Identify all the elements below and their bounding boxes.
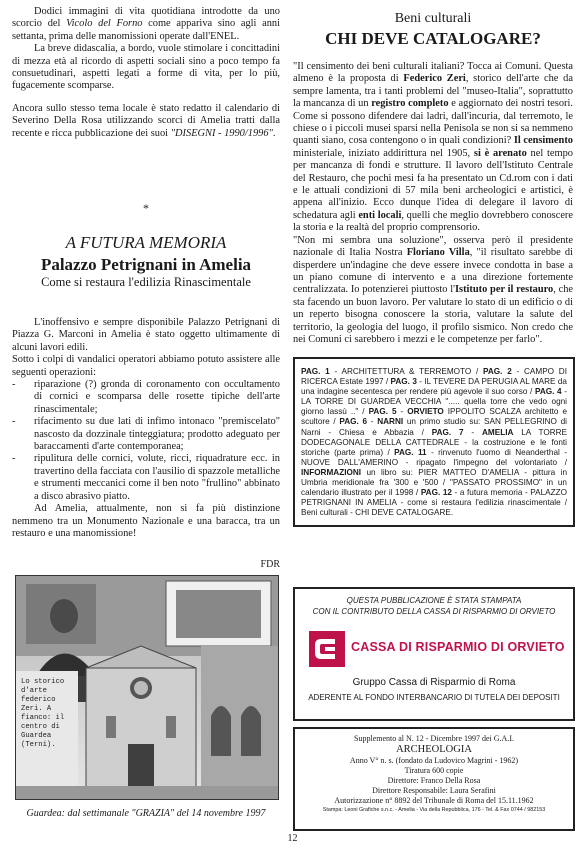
signature: FDR (260, 559, 280, 570)
page-number: 12 (287, 833, 298, 844)
intro-paragraph-2: La breve didascalia, a bordo, vuole stimolare i concittadini di mezza età al ricordo di aspetti sociali sino a poco tempo fa consuetudinari, aspetti legati a forme di vita, per lo più, fugacemente scomparse. (12, 43, 280, 92)
list-item: - ripulitura delle cornici, volute, ricci, riquadrature ecc. in travertino della facciata con l'ausilio di spazzole metalliche e strumenti meccanici come il ben noto "frullino" abbinato a disco abrasivo piatto. (12, 453, 280, 502)
colophon-line: Supplemento al N. 12 - Dicembre 1997 dei G.A.I. (354, 734, 514, 743)
article-kicker-beni-culturali: Beni culturali (394, 11, 472, 26)
colophon-line: Tiratura 600 copie (404, 766, 464, 775)
colophon-line: Direttore: Franco Della Rosa (387, 776, 481, 785)
colophon-printer: Stampa: Leoni Grafiche s.n.c. - Amelia - Via della Repubblica, 176 - Tel. & Fax 0744 / 982153 (322, 807, 546, 813)
sponsor-box (293, 587, 575, 721)
colophon-title: ARCHEOLOGIA (396, 744, 472, 755)
bank-fund-note: ADERENTE AL FONDO INTERBANCARIO DI TUTELA DEI DEPOSITI (308, 693, 560, 702)
contents-index-box (293, 357, 575, 527)
photo-figure (15, 575, 279, 800)
colophon-text (299, 734, 569, 814)
sponsor-line-1: QUESTA PUBBLICAZIONE È STATA STAMPATA (346, 596, 522, 605)
article-subhead: Come si restaura l'edilizia Rinascimentale (41, 275, 251, 289)
article-kicker: A FUTURA MEMORIA (65, 233, 227, 252)
article-paragraph-2: "Non mi sembra una soluzione", osserva però il presidente nazionale di Italia Nostra Floriano Villa, "il risultato sarebbe di disperdere un'indagine che deve essere invece condotta in base a un piano comune di intervento e a una direzione fortemente centralizzata. Io potenzierei piuttosto l'Istituto per il restauro, che sta facendo un buon lavoro. Per valutare lo stato di un edificio o di un reperto bisogna conoscere la storia, valutare la salute del territorio, la geologia del luogo, il profilo sismico. Non credo che nei Comuni ci sarebbero i mezzi e le competenze per farlo". (293, 234, 574, 345)
contents-index-text: PAG. 1 - ARCHITETTURA & TERREMOTO / PAG. 2 - CAMPO DI RICERCA Estate 1997 / PAG. 3 - IL TEVERE DA PERUGIA AL MARE da una indagine secentesca per rendere più agevole il suo corso / PAG. 4 - LA TORRE DI GUARDEA VECCHIA "..... quella torre che vedo ogni giorno lassù .." / PAG. 5 - ORVIETO IPPOLITO SCALZA architetto e scultore / PAG. 6 - NARNI un primo studio su: SAN PELLEGRINO di Narni - Chiesa e Abbazia / PAG. 7 - AMELIA LA TORRE DODECAGONALE DELLA CATTEDRALE - la costruzione e le fonti storiche (parte prima) / PAG. 11 - rinvenuto l'uomo di Neanderthal - NUOVE DALL'AMERINO - ripagato l'impegno del volontariato / INFORMAZIONI un libro su: PIER MATTEO D'AMELIA - pittura in Umbria meridionale fra '300 e '500 / "PASSATO PROSSIMO" in un calendario illustrato per il 1998 / PAG. 12 - a futura memoria - PALAZZO PETRIGNANI IN AMELIA - come si restaura l'edilizia rinascimentale / Beni culturali - CHI DEVE CATALOGARE. (301, 367, 567, 518)
bank-logo-icon (309, 631, 345, 667)
separator-asterisk: * (143, 201, 149, 215)
sponsor-line-2: CON IL CONTRIBUTO DELLA CASSA DI RISPARMIO DI ORVIETO (312, 607, 556, 616)
colophon-box (293, 727, 575, 831)
photo-caption: Lo storico d'arte federico Zeri. A fianco: il centro di Guardea (Terni). (21, 678, 65, 749)
article-body-2: Sotto i colpi di vandalici operatori abbiamo potuto assistere alle seguenti operazioni: (12, 354, 280, 378)
colophon-line: Autorizzazione n° 8892 del Tribunale di Roma del 15.11.1962 (334, 796, 534, 805)
figure-caption: Guardea: dal settimanale "GRAZIA" del 14 novembre 1997 (26, 808, 266, 819)
article-headline: Palazzo Petrignani in Amelia (40, 255, 252, 274)
intro-paragraph-1: Dodici immagini di vita quotidiana introdotte da uno scorcio del Vicolo del Forno come appariva sino agli anni settanta, prima delle manomissioni operate dall'ENEL. (12, 6, 280, 42)
list-item: - riparazione (?) gronda di coronamento con occultamento di cornici e scomparsa delle rosette tipiche dell'arte rinascimentale; (12, 379, 280, 415)
colophon-line: Direttore Responsabile: Laura Serafini (372, 786, 496, 795)
article-paragraph-1: "Il censimento dei beni culturali italiani? Tocca ai Comuni. Questa almeno è la proposta di Federico Zeri, storico dell'arte che da sempre lamenta, tra i tanti problemi del "museo-Italia", soprattutto la mancanza di un registro completo e aggiornato dei nostri tesori. Come si possono difendere dai ladri, dall'incuria, dal terremoto, le chiese o i piccoli musei sparsi nella Penisola se non si sa nemmeno quanti siano, cosa contengono o in quali condizioni? Il censimento ministeriale, iniziato addirittura nel 1905, si è arenato nel tempo per mancanza di fondi e strutture. Il lavoro dell'Istituto Centrale del Restauro, che pochi mesi fa ha presentato un Cd.rom con i dati e le attuali condizioni di 57 mila beni archeologici e artistici, è appena all'inizio. Ecco dunque l'idea di delegare il lavoro di schedatura agli enti locali, quelli che meglio dovrebbero conoscere la storia e la realtà del proprio comprensorio. (293, 61, 574, 234)
colophon-line: Anno V° n. s. (fondato da Ludovico Magrini - 1962) (349, 756, 519, 765)
bank-group: Gruppo Cassa di Risparmio di Roma (352, 677, 516, 688)
intro-paragraph-3: Ancora sullo stesso tema locale è stato redatto il calendario di Severino Della Rosa utilizzando scorci di Amelia tratti dalla recente e ricca pubblicazione dei suoi "DISEGNI - 1990/1996". (12, 102, 280, 139)
article-body-1: L'inoffensivo e sempre disponibile Palazzo Petrignani di Piazza G. Marconi in Amelia è stato oggetto ultimamente di alcuni lavori edili. (12, 317, 280, 353)
list-item: - rifacimento su due lati di infimo intonaco "premiscelato" nascosto da dozzinale tinteggiatura; prodotto adeguato per baraccamenti d'arte contemporanea; (12, 416, 280, 453)
article-headline-catalogare: CHI DEVE CATALOGARE? (325, 29, 541, 48)
bank-name: CASSA DI RISPARMIO DI ORVIETO (351, 640, 565, 654)
article-body-3: Ad Amelia, attualmente, non si fa più distinzione nemmeno tra un Monumento Nazionale e una baracca, tra un restauro e una manomissione! (12, 503, 280, 539)
